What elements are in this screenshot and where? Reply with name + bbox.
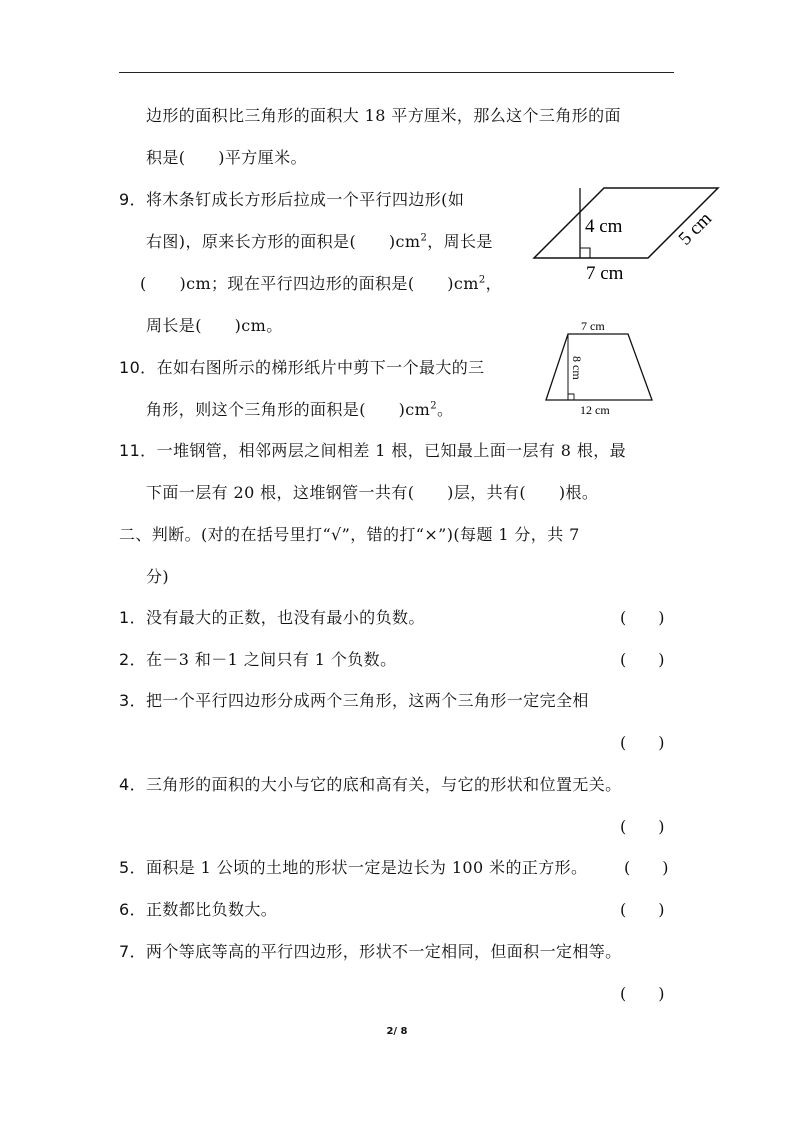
q9-text-1: 将木条钉成长方形后拉成一个平行四边形(如	[145, 190, 465, 209]
judgement-item-5	[119, 858, 587, 878]
judgement-number: 6．	[119, 900, 146, 919]
answer-blank-4[interactable]: ( )	[620, 817, 665, 836]
q11-number: 11．	[119, 441, 157, 460]
judgement-item-2	[119, 650, 396, 670]
q9-sup-1: 2	[420, 232, 428, 244]
q9-text-2b: ，周长是	[427, 232, 493, 251]
right-angle-mark	[580, 248, 590, 258]
page-number: 2/ 8	[386, 1026, 408, 1037]
q10-text-1: 在如右图所示的梯形纸片中剪下一个最大的三	[156, 358, 485, 377]
judgement-text: 三角形的面积的大小与它的底和高有关，与它的形状和位置无关。	[145, 775, 622, 794]
trapezoid-height-label: 8 cm	[570, 356, 584, 380]
trapezoid-figure	[540, 318, 660, 420]
q9-line-2	[146, 232, 493, 252]
judgement-number: 2．	[119, 650, 146, 669]
judgement-number: 1．	[119, 608, 146, 627]
q9-line-3	[140, 274, 502, 294]
header-rule	[119, 72, 674, 73]
judgement-text: 正数都比负数大。	[145, 900, 278, 919]
q10-text-2a: 角形，则这个三角形的面积是( )cm	[146, 400, 431, 419]
q9-text-3a: ( )cm；现在平行四边形的面积是( )cm	[140, 274, 479, 293]
parallelogram-figure	[528, 182, 728, 286]
answer-blank-1[interactable]: ( )	[620, 608, 665, 627]
q11-line-2: 下面一层有 20 根，这堆钢管一共有( )层，共有( )根。	[146, 483, 599, 502]
judgement-text: 没有最大的正数，也没有最小的负数。	[145, 608, 425, 627]
judgement-text: 两个等底等高的平行四边形，形状不一定相同，但面积一定相等。	[145, 942, 622, 961]
section-2-heading-cont: 分)	[146, 567, 170, 586]
q10-line-1	[119, 358, 485, 378]
answer-blank-3[interactable]: ( )	[620, 733, 665, 752]
judgement-number: 7．	[119, 942, 146, 961]
trapezoid-top-label: 7 cm	[581, 319, 605, 333]
q10-sup: 2	[430, 400, 437, 412]
q9-text-2a: 右图)，原来长方形的面积是( )cm	[146, 232, 421, 251]
q9-line-1	[119, 190, 464, 210]
section-2-heading: 二、判断。(对的在括号里打“√”，错的打“×”)(每题 1 分，共 7	[119, 525, 580, 544]
judgement-item-3	[119, 691, 589, 711]
judgement-text: 把一个平行四边形分成两个三角形，这两个三角形一定完全相	[145, 691, 589, 710]
q8-line-2: 积是( )平方厘米。	[146, 148, 307, 167]
q10-line-2	[146, 400, 453, 420]
judgement-item-1	[119, 608, 425, 628]
trapezoid-bottom-label: 12 cm	[580, 403, 610, 417]
trapezoid-right-angle-mark	[568, 394, 574, 400]
answer-blank-6[interactable]: ( )	[620, 900, 665, 919]
q9-number: 9．	[119, 190, 146, 209]
judgement-item-6	[119, 900, 277, 920]
q9-sup-2: 2	[478, 274, 486, 286]
answer-blank-2[interactable]: ( )	[620, 650, 665, 669]
parallelogram-base-label: 7 cm	[586, 263, 624, 284]
q11-text-1: 一堆钢管，相邻两层之间相差 1 根，已知最上面一层有 8 根，最	[156, 441, 627, 460]
q8-line-1: 边形的面积比三角形的面积大 18 平方厘米，那么这个三角形的面	[146, 106, 621, 125]
judgement-number: 4．	[119, 775, 146, 794]
parallelogram-height-label: 4 cm	[585, 216, 623, 237]
judgement-number: 3．	[119, 691, 146, 710]
judgement-item-7	[119, 942, 622, 962]
judgement-number: 5．	[119, 858, 146, 877]
judgement-item-4	[119, 775, 622, 795]
judgement-text: 在－3 和－1 之间只有 1 个负数。	[145, 650, 397, 669]
answer-blank-7[interactable]: ( )	[620, 984, 665, 1003]
q10-text-2b: 。	[436, 400, 454, 419]
parallelogram-side-label: 5 cm	[674, 208, 717, 250]
q10-number: 10．	[119, 358, 157, 377]
trapezoid-shape	[546, 334, 652, 400]
answer-blank-5[interactable]: ( )	[624, 858, 669, 877]
q9-text-3b: ，	[485, 274, 503, 293]
judgement-text: 面积是 1 公顷的土地的形状一定是边长为 100 米的正方形。	[145, 858, 588, 877]
q9-line-4: 周长是( )cm。	[146, 316, 283, 335]
q11-line-1	[119, 441, 626, 461]
